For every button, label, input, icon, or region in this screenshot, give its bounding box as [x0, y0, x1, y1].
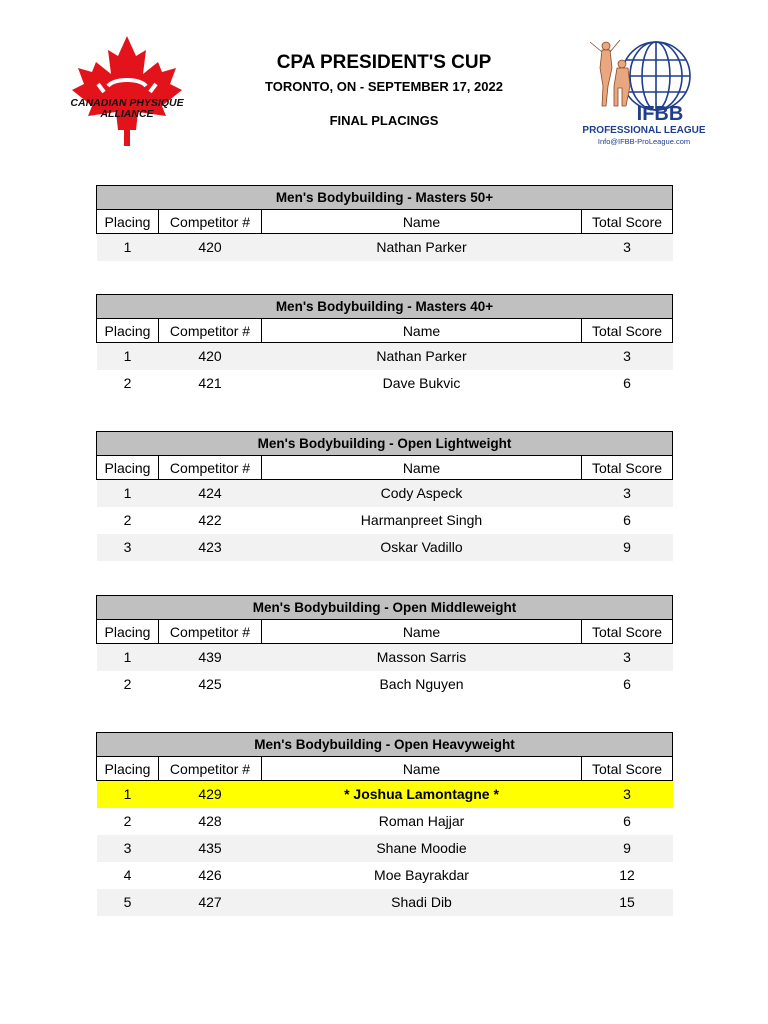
competitor-cell: 423 [159, 534, 262, 561]
table-row [97, 534, 673, 561]
competitor-cell: 426 [198, 867, 222, 883]
name-cell: Roman Hajjar [378, 813, 465, 829]
name-cell: Shadi Dib [262, 889, 582, 916]
column-header-competitor: Competitor # [159, 210, 262, 234]
name-cell: Cody Aspeck [262, 480, 582, 507]
cpa-logo-line1: CANADIAN PHYSIQUE [70, 97, 184, 109]
competitor-cell: 428 [198, 813, 222, 829]
table-row [97, 889, 673, 916]
column-header-competitor: Competitor # [159, 319, 262, 343]
table-title: Men's Bodybuilding - Open Lightweight [97, 432, 673, 456]
table-row [97, 507, 673, 534]
table-row [97, 343, 673, 370]
score-cell: 3 [582, 480, 673, 507]
column-header-placing: Placing [97, 456, 159, 480]
score-cell: 9 [582, 534, 673, 561]
column-header-name: Name [262, 319, 582, 343]
table-row [97, 234, 673, 261]
placing-cell: 2 [123, 375, 132, 391]
table-row [97, 862, 673, 889]
competitor-cell: 439 [159, 644, 262, 671]
column-header-score: Total Score [582, 757, 673, 781]
competitor-cell: 420 [159, 234, 262, 261]
score-cell: 12 [619, 867, 635, 883]
globe-icon [622, 42, 690, 110]
column-header-row [97, 210, 673, 234]
column-header-row [97, 456, 673, 480]
column-header-name: Name [262, 210, 582, 234]
table-row [97, 644, 673, 671]
results-table-open-middleweight [96, 595, 672, 698]
page-title: CPA PRESIDENT'S CUP [276, 52, 492, 73]
final-placings-label: FINAL PLACINGS [329, 113, 439, 128]
score-cell: 6 [623, 813, 631, 829]
ifbb-logo [572, 34, 718, 150]
results-table-masters-50 [96, 185, 672, 261]
competitor-cell: 435 [159, 835, 262, 862]
competitor-cell: 421 [198, 375, 222, 391]
column-header-placing: Placing [97, 757, 159, 781]
name-cell: Nathan Parker [262, 343, 582, 370]
column-header-competitor: Competitor # [159, 456, 262, 480]
ifbb-logo-email: Info@IFBB-ProLeague.com [597, 137, 691, 146]
placing-cell: 1 [97, 781, 159, 808]
placing-cell: 1 [97, 480, 159, 507]
table-row [97, 835, 673, 862]
name-cell: Bach Nguyen [379, 676, 464, 692]
column-header-row [97, 620, 673, 644]
placing-cell: 1 [97, 234, 159, 261]
cpa-logo-line2: ALLIANCE [100, 108, 154, 120]
column-header-competitor: Competitor # [159, 757, 262, 781]
competitor-cell: 424 [159, 480, 262, 507]
name-cell: Shane Moodie [262, 835, 582, 862]
document-header [0, 0, 768, 170]
table-title: Men's Bodybuilding - Masters 50+ [97, 186, 673, 210]
column-header-name: Name [262, 757, 582, 781]
score-cell: 9 [582, 835, 673, 862]
score-cell: 15 [582, 889, 673, 916]
table-row [97, 370, 673, 397]
competitor-cell: 429 [159, 781, 262, 808]
column-header-score: Total Score [582, 456, 673, 480]
score-cell: 3 [582, 781, 673, 808]
placing-cell: 4 [123, 867, 132, 883]
score-cell: 3 [582, 644, 673, 671]
event-location-date: TORONTO, ON - SEPTEMBER 17, 2022 [265, 79, 503, 94]
placing-cell: 2 [123, 676, 132, 692]
name-cell: Masson Sarris [262, 644, 582, 671]
ifbb-logo-brand: IFBB [636, 103, 684, 125]
column-header-score: Total Score [582, 210, 673, 234]
competitor-cell: 422 [198, 512, 222, 528]
column-header-placing: Placing [97, 210, 159, 234]
column-header-placing: Placing [97, 620, 159, 644]
name-cell: Oskar Vadillo [262, 534, 582, 561]
column-header-row [97, 757, 673, 781]
name-cell: Nathan Parker [262, 234, 582, 261]
competitor-cell: 420 [159, 343, 262, 370]
table-row [97, 671, 673, 698]
placing-cell: 3 [97, 534, 159, 561]
placing-cell: 3 [97, 835, 159, 862]
column-header-score: Total Score [582, 319, 673, 343]
score-cell: 6 [623, 676, 631, 692]
name-cell: Dave Bukvic [382, 375, 461, 391]
table-title: Men's Bodybuilding - Open Heavyweight [97, 733, 673, 757]
score-cell: 3 [582, 234, 673, 261]
column-header-name: Name [262, 456, 582, 480]
winner-row [97, 781, 673, 808]
maple-leaf-icon [72, 36, 182, 146]
placing-cell: 1 [97, 343, 159, 370]
placing-cell: 5 [97, 889, 159, 916]
table-row [97, 808, 673, 835]
name-cell: Harmanpreet Singh [360, 512, 483, 528]
score-cell: 6 [623, 375, 631, 391]
column-header-name: Name [262, 620, 582, 644]
athletes-icon [590, 40, 630, 106]
cpa-logo [58, 34, 196, 150]
table-row [97, 480, 673, 507]
name-cell: * Joshua Lamontagne * [262, 781, 582, 808]
score-cell: 3 [582, 343, 673, 370]
ifbb-logo-league: PROFESSIONAL LEAGUE [582, 125, 706, 136]
placing-cell: 1 [97, 644, 159, 671]
column-header-row [97, 319, 673, 343]
name-cell: Moe Bayrakdar [374, 867, 469, 883]
competitor-cell: 425 [198, 676, 222, 692]
results-table-open-heavyweight [96, 732, 672, 916]
column-header-score: Total Score [582, 620, 673, 644]
column-header-competitor: Competitor # [159, 620, 262, 644]
table-title: Men's Bodybuilding - Masters 40+ [97, 295, 673, 319]
placing-cell: 2 [123, 512, 132, 528]
placing-cell: 2 [123, 813, 132, 829]
table-title: Men's Bodybuilding - Open Middleweight [97, 596, 673, 620]
score-cell: 6 [623, 512, 631, 528]
column-header-placing: Placing [97, 319, 159, 343]
results-table-open-lightweight [96, 431, 672, 561]
competitor-cell: 427 [159, 889, 262, 916]
results-table-masters-40 [96, 294, 672, 397]
